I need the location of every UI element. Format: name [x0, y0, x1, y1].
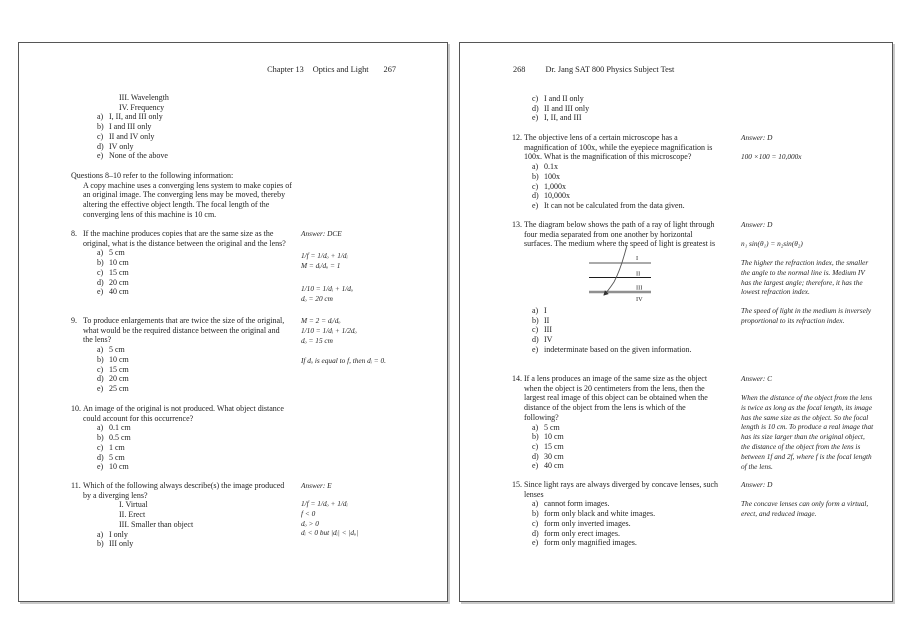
option-row: a) 5 cm — [532, 422, 560, 432]
option-row: c) 15 cm — [532, 441, 564, 451]
formula-line: 1/f = 1/dₒ + 1/dᵢ — [301, 251, 348, 260]
option-row: d) II and III only — [532, 103, 590, 113]
question-13-options — [512, 306, 740, 355]
formula-line: dₒ = 20 cm — [301, 293, 333, 303]
intro-heading: Questions 8–10 refer to the following information: — [71, 171, 234, 180]
formula-note — [301, 499, 447, 538]
option-row: a) 0.1 cm — [97, 423, 131, 433]
option-list — [532, 94, 740, 123]
option-row: a) 5 cm — [97, 345, 125, 355]
question-12 — [512, 133, 740, 211]
option-row: b) 10 cm — [97, 354, 129, 364]
explanation-note-10: If dₒ is equal to f, then dᵢ = 0. — [301, 356, 386, 365]
medium-label-3: III — [636, 284, 643, 292]
right-page-header — [513, 65, 674, 74]
refraction-diagram — [581, 241, 673, 307]
question-10 — [71, 404, 305, 472]
calculation-note-12: 100 ×100 = 10,000x — [741, 152, 802, 161]
option-row: b) 10 cm — [97, 258, 129, 268]
option-row: c) form only inverted images. — [532, 518, 631, 528]
chapter-label: Chapter 13 — [267, 65, 304, 74]
option-list — [97, 423, 305, 472]
option-row: e) 10 cm — [97, 462, 129, 472]
question-number: 15. — [512, 480, 522, 489]
question-number: 12. — [512, 133, 522, 142]
roman-item: II. Erect — [119, 510, 146, 520]
medium-label-2: II — [636, 270, 641, 278]
option-row: d) 30 cm — [532, 451, 564, 461]
question-text: The diagram below shows the path of a ray of light through four media separated from one another by horizontal surfaces. The medium where the speed of light is greatest is — [524, 220, 716, 249]
question-number: 11. — [71, 481, 81, 490]
option-row: c) 15 cm — [97, 364, 129, 374]
option-row: b) 100x — [532, 171, 560, 181]
answer-note-12: Answer: D — [741, 133, 773, 142]
formula-line: M = 2 = dᵢ/dₒ — [301, 316, 341, 325]
option-row: a) I — [532, 306, 547, 315]
option-row: d) 20 cm — [97, 277, 129, 287]
answer-note-14: Answer: C — [741, 374, 773, 383]
option-row: b) I and III only — [97, 122, 152, 132]
left-page-number: 267 — [383, 65, 396, 74]
option-list — [532, 499, 740, 548]
formula-note-13: n₁ sin(θ₁) = n₂sin(θ₂) — [741, 239, 803, 248]
option-row: d) 5 cm — [97, 452, 125, 462]
option-row: b) form only black and white images. — [532, 509, 656, 519]
formula-line: f < 0 — [301, 508, 316, 518]
option-list — [97, 248, 305, 297]
page-left — [18, 42, 448, 602]
option-row: c) I and II only — [532, 94, 584, 103]
question-text: To produce enlargements that are twice the size of the original, what would be the required distance between the original and the lens? — [83, 316, 285, 345]
option-row: a) 5 cm — [97, 248, 125, 258]
option-row: b) II — [532, 315, 550, 325]
question-11 — [71, 481, 305, 549]
option-row: a) I, II, and III only — [97, 112, 163, 122]
option-list — [532, 162, 740, 211]
carryover-option-block — [512, 94, 740, 123]
chapter-title: Optics and Light — [312, 65, 369, 74]
question-text: If a lens produces an image of the same size as the object when the object is 20 centimeters from the lens, then the largest real image of this object can be obtained when the distance of the object from the lens is which of the following? — [524, 374, 708, 422]
question-text: An image of the original is not produced. What object distance could account for this occurrence? — [83, 404, 284, 423]
carryover-question-block — [71, 93, 305, 161]
option-row: b) 10 cm — [532, 432, 564, 442]
option-row: e) form only magnified images. — [532, 538, 637, 548]
option-row: b) 0.5 cm — [97, 433, 131, 443]
question-9 — [71, 316, 305, 394]
explanation-note-14: When the distance of the object from the lens is twice as long as the focal length, its image has the same size as the object. So the focal length is 10 cm. To produce a real image that has its size larger than the original object, the distance of the object from the lens is between 1f and 2f, where f is the focal length of the lens. — [741, 393, 874, 471]
option-row: a) I only — [97, 529, 128, 539]
answer-note-13: Answer: D — [741, 220, 773, 229]
explanation-note-13a: The higher the refraction index, the smaller the angle to the normal line is. Medium IV has the largest angle; therefore, it has the lowest refraction index. — [741, 258, 869, 297]
option-row: e) indeterminate based on the given information. — [532, 344, 692, 354]
option-list — [97, 112, 305, 161]
option-list — [532, 306, 740, 355]
option-row: e) I, II, and III — [532, 113, 582, 123]
roman-item: I. Virtual — [119, 500, 148, 510]
option-row: d) IV only — [97, 141, 134, 151]
answer-note-11: Answer: E — [301, 481, 332, 490]
option-row: d) 10,000x — [532, 191, 570, 201]
medium-label-4: IV — [636, 296, 643, 303]
question-text: Which of the following always describe(s) the image produced by a diverging lens? — [83, 481, 285, 500]
question-15 — [512, 480, 740, 548]
formula-line: dᵢ < 0 but |dᵢ| < |dₒ| — [301, 528, 359, 538]
option-row: c) 1 cm — [97, 442, 125, 452]
formula-note — [301, 284, 447, 304]
option-row: c) 15 cm — [97, 267, 129, 277]
roman-item: III. Wavelength — [119, 93, 169, 102]
book-title: Dr. Jang SAT 800 Physics Subject Test — [545, 65, 675, 74]
medium-label-1: I — [636, 255, 639, 262]
option-row: c) 1,000x — [532, 181, 566, 191]
option-row: e) 25 cm — [97, 383, 129, 393]
question-number: 14. — [512, 374, 522, 383]
option-row: d) IV — [532, 335, 553, 345]
page-right — [459, 42, 893, 602]
option-row: b) III only — [97, 539, 134, 549]
formula-line: dₒ > 0 — [301, 518, 319, 528]
formula-line: dₒ = 15 cm — [301, 335, 333, 345]
formula-line: 1/10 = 1/dᵢ + 1/dₒ — [301, 284, 354, 293]
option-list — [97, 530, 305, 549]
questions-8-10-intro — [71, 171, 305, 220]
option-row: e) None of the above — [97, 151, 168, 161]
question-number: 10. — [71, 404, 81, 413]
question-text: The objective lens of a certain microscope has a magnification of 100x, while the eyepiece magnification is 100x. What is the magnification of this microscope? — [524, 133, 713, 162]
option-row: e) It can not be calculated from the data given. — [532, 200, 685, 210]
roman-item: IV. Frequency — [119, 102, 165, 112]
answer-note-8-10: Answer: DCE — [301, 229, 342, 238]
formula-line: 1/f = 1/dₒ + 1/dᵢ — [301, 499, 348, 508]
option-list — [97, 345, 305, 394]
formula-line: 1/10 = 1/dᵢ + 1/2dₒ — [301, 325, 357, 335]
option-row: c) III — [532, 325, 552, 335]
roman-item: III. Smaller than object — [119, 519, 194, 529]
right-page-number: 268 — [513, 65, 526, 74]
option-row: a) 0.1x — [532, 162, 558, 172]
option-row: d) 20 cm — [97, 374, 129, 384]
option-list — [532, 423, 740, 472]
question-8 — [71, 229, 305, 297]
question-number: 9. — [71, 316, 77, 325]
question-text: Since light rays are always diverged by concave lenses, such lenses — [524, 480, 719, 499]
explanation-note-13b: The speed of light in the medium is inversely proportional to its refraction index. — [741, 306, 872, 325]
light-ray — [604, 245, 627, 295]
formula-note — [301, 316, 447, 345]
left-page-header — [71, 65, 396, 74]
question-number: 13. — [512, 220, 522, 229]
explanation-note-15: The concave lenses can only form a virtual, erect, and reduced image. — [741, 499, 869, 518]
formula-line: M = dᵢ/dₒ = 1 — [301, 260, 341, 270]
intro-paragraph: A copy machine uses a converging lens system to make copies of an original image. The converging lens may be moved, thereby altering the effective object length. The focal length of the converging lens of this machine is 10 cm. — [83, 180, 292, 219]
option-row: d) form only erect images. — [532, 528, 620, 538]
option-row: e) 40 cm — [532, 461, 564, 471]
answer-note-15: Answer: D — [741, 480, 773, 489]
option-row: a) cannot form images. — [532, 499, 610, 509]
question-14 — [512, 374, 740, 471]
question-text: If the machine produces copies that are the same size as the original, what is the distance between the original and the lens? — [83, 229, 286, 248]
option-row: e) 40 cm — [97, 287, 129, 297]
formula-note — [301, 251, 447, 271]
question-number: 8. — [71, 229, 77, 238]
option-row: c) II and IV only — [97, 131, 155, 141]
